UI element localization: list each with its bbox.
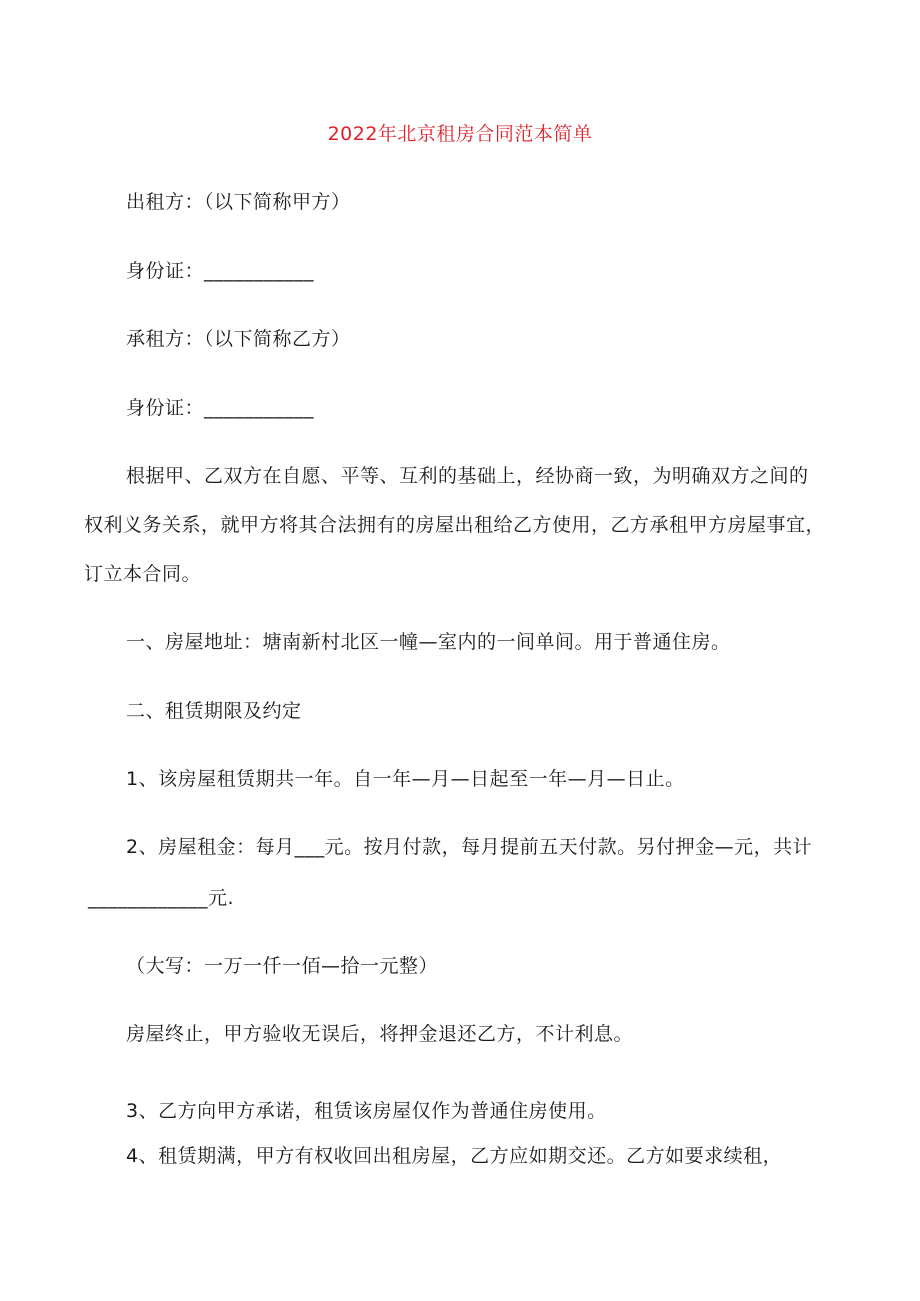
section-1-address: 一、房屋地址：塘南新村北区一幢—室内的一间单间。用于普通住房。 — [126, 631, 731, 653]
intro-paragraph-line-1: 根据甲、乙双方在自愿、平等、互利的基础上，经协商一致，为明确双方之间的 — [126, 465, 809, 487]
clause-1-term: 1、该房屋租赁期共一年。自一年—月—日起至一年—月—日止。 — [126, 768, 685, 790]
intro-paragraph-line-3: 订立本合同。 — [84, 563, 202, 585]
lessee-id-line: 身份证：___________ — [126, 397, 315, 419]
deposit-return: 房屋终止，甲方验收无误后，将押金退还乙方，不计利息。 — [126, 1023, 634, 1045]
clause-2-rent: 2、房屋租金：每月___元。按月付款，每月提前五天付款。另付押金—元，共计 — [126, 836, 813, 858]
clause-4-expiry: 4、租赁期满，甲方有权收回出租房屋，乙方应如期交还。乙方如要求续租， — [126, 1145, 783, 1167]
section-2-heading: 二、租赁期限及约定 — [126, 700, 302, 722]
lessor-id-line: 身份证：___________ — [126, 260, 315, 282]
intro-paragraph-line-2: 权利义务关系，就甲方将其合法拥有的房屋出租给乙方使用，乙方承租甲方房屋事宜， — [84, 514, 826, 536]
clause-2-total: ____________元. — [88, 887, 235, 909]
document-title: 2022年北京租房合同范本简单 — [327, 123, 593, 145]
clause-3-usage: 3、乙方向甲方承诺，租赁该房屋仅作为普通住房使用。 — [126, 1100, 607, 1122]
capital-amount: （大写：一万一仟一佰—拾一元整） — [126, 955, 439, 977]
lessor-line: 出租方：（以下简称甲方） — [126, 191, 351, 213]
lessee-line: 承租方：（以下简称乙方） — [126, 328, 351, 350]
